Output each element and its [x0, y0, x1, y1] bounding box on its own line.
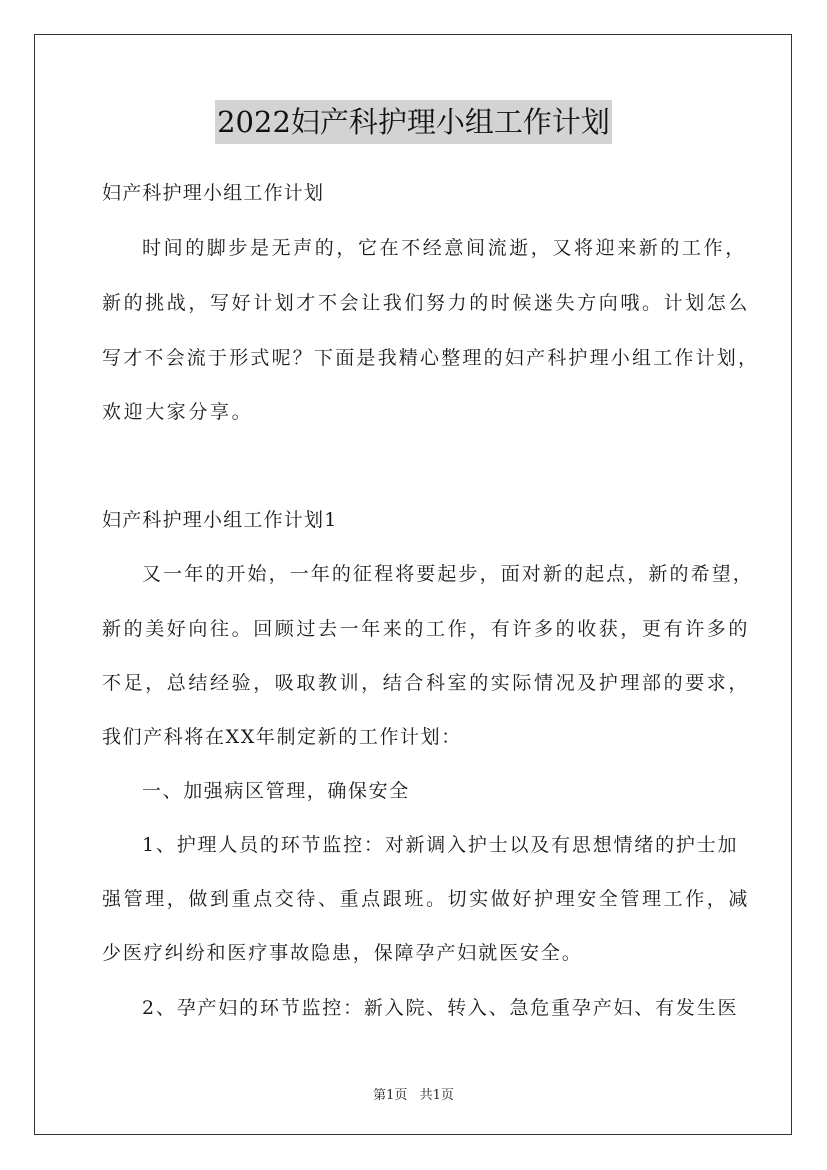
title-container: [0, 100, 827, 144]
paragraph-line: 写才不会流于形式呢？下面是我精心整理的妇产科护理小组工作计划，: [102, 347, 760, 369]
paragraph-line: 强管理，做到重点交待、重点跟班。切实做好护理安全管理工作，减: [102, 888, 751, 910]
paragraph-line: 新的美好向往。回顾过去一年来的工作，有许多的收获，更有许多的: [102, 618, 751, 640]
list-heading: 一、加强病区管理，确保安全: [142, 780, 410, 802]
page-number: 第1页: [373, 1088, 408, 1103]
paragraph-line: 又一年的开始，一年的征程将要起步，面对新的起点，新的希望，: [142, 563, 754, 585]
paragraph-line: 1、护理人员的环节监控：对新调入护士以及有思想情绪的护士加: [142, 834, 739, 856]
page-total: 共1页: [419, 1088, 454, 1103]
paragraph-line: 时间的脚步是无声的，它在不经意间流逝，又将迎来新的工作，: [142, 237, 747, 259]
paragraph-line: 新的挑战，写好计划才不会让我们努力的时候迷失方向哦。计划怎么: [102, 292, 751, 314]
document-title: 2022妇产科护理小组工作计划: [215, 100, 612, 144]
page-footer: [0, 1084, 827, 1103]
paragraph-line: 少医疗纠纷和医疗事故隐患，保障孕产妇就医安全。: [102, 942, 583, 964]
section-heading: 妇产科护理小组工作计划1: [102, 509, 338, 531]
paragraph-line: 欢迎大家分享。: [102, 401, 254, 423]
paragraph-line: 2、孕产妇的环节监控：新入院、转入、急危重孕产妇、有发生医: [142, 997, 739, 1019]
paragraph-line: 我们产科将在XX年制定新的工作计划：: [102, 726, 462, 748]
section-heading: 妇产科护理小组工作计划: [102, 182, 325, 204]
paragraph-line: 不足，总结经验，吸取教训，结合科室的实际情况及护理部的要求，: [102, 672, 751, 694]
